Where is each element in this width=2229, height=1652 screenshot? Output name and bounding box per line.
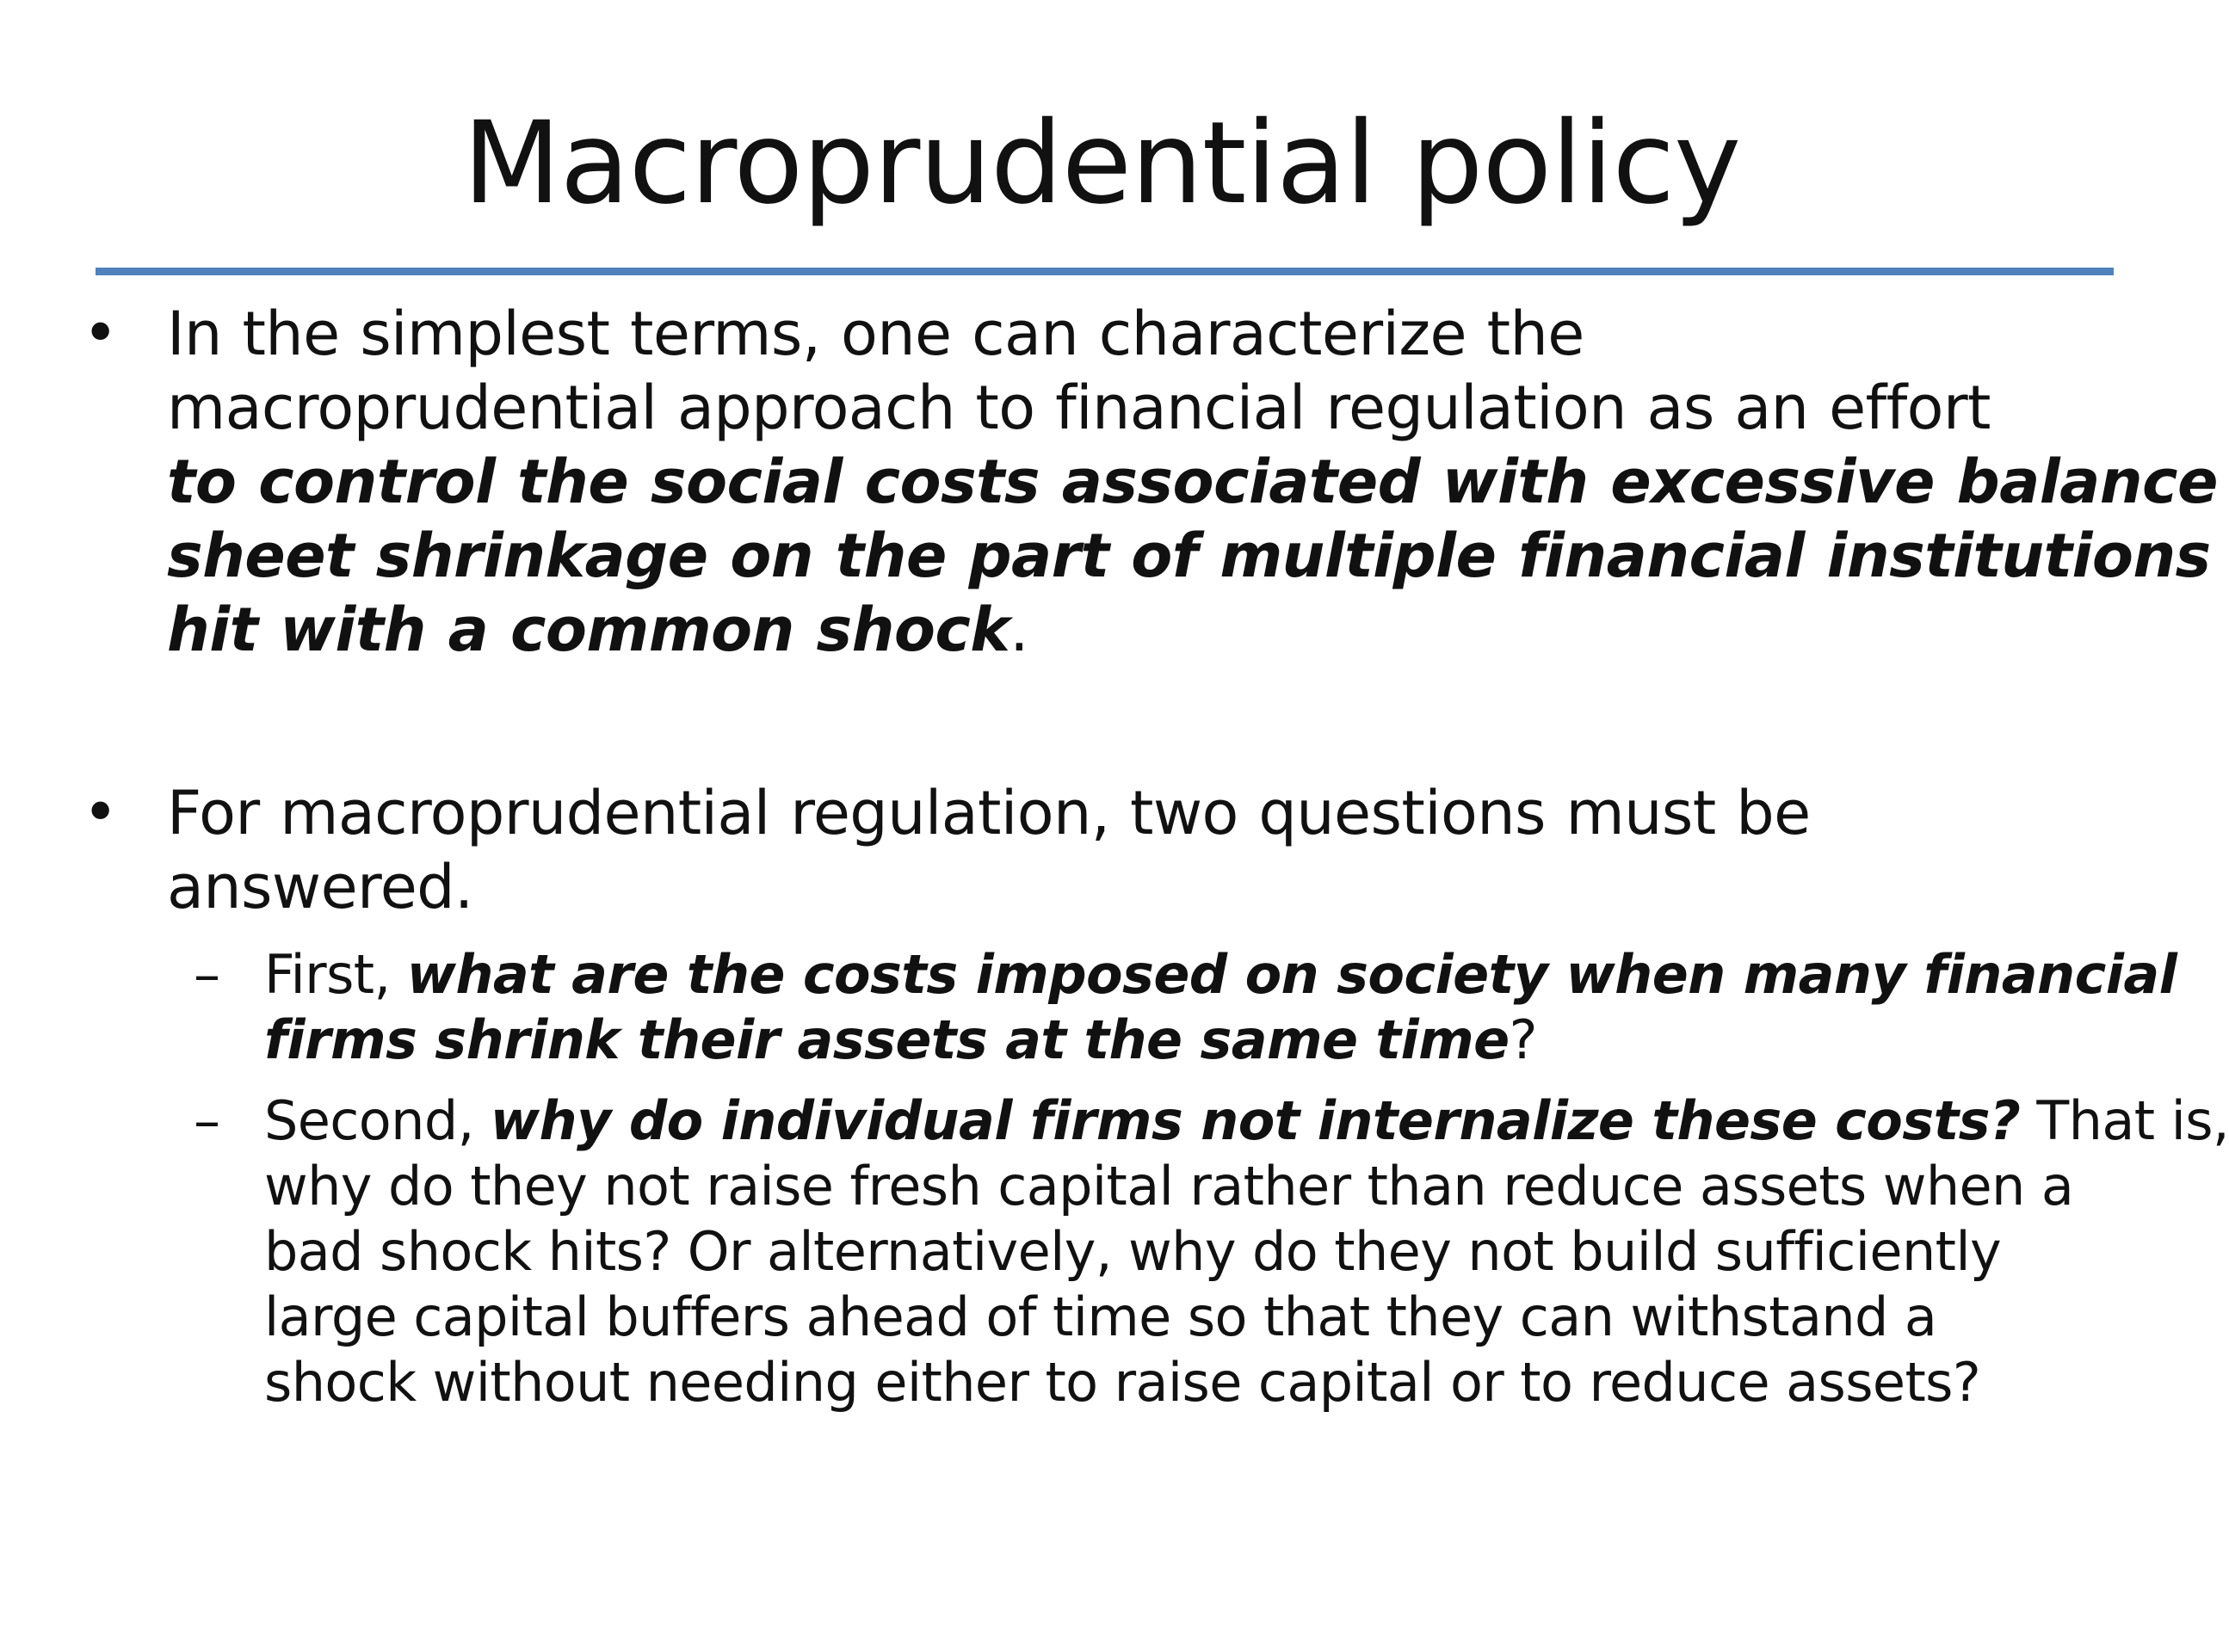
dash-marker: – [194, 943, 220, 1006]
text-line [167, 297, 2146, 371]
sub-item-text [264, 1088, 2229, 1415]
text-line [167, 593, 2146, 667]
title-divider [96, 268, 2114, 275]
emphasis-run: what are the costs imposed on society when many financial [406, 943, 2177, 1006]
text-line [167, 776, 2146, 850]
text-run: answered. [167, 852, 473, 922]
text-run: ? [1509, 1008, 1537, 1071]
text-run: First, [264, 943, 407, 1006]
text-run: That is, [2020, 1089, 2229, 1152]
text-line [167, 850, 2146, 924]
sub-item-text [264, 942, 2183, 1073]
text-run: For macroprudential regulation, two questions must be [167, 778, 1811, 848]
text-run: macroprudential approach to financial regulation as an effort [167, 373, 1991, 443]
emphasis-run: why do individual firms not internalize these costs? [490, 1089, 2021, 1152]
text-run: Second, [264, 1089, 491, 1152]
text-line [167, 519, 2211, 593]
text-line [264, 1285, 2183, 1350]
bullet-text [167, 776, 2146, 924]
text-line [264, 1219, 2183, 1285]
dash-marker: – [194, 1089, 220, 1152]
bullet-marker: • [83, 777, 119, 848]
emphasis-run: firms shrink their assets at the same time [264, 1008, 1510, 1071]
text-run: why do they not raise fresh capital rather than reduce assets when a [264, 1155, 2074, 1217]
text-run: shock without needing either to raise capital or to reduce assets? [264, 1351, 1981, 1414]
text-line [264, 1088, 2229, 1154]
text-run: large capital buffers ahead of time so that they can withstand a [264, 1285, 1937, 1348]
text-line [167, 371, 2146, 445]
bullet-marker: • [83, 298, 119, 368]
bullet-text [167, 297, 2218, 667]
text-run: bad shock hits? Or alternatively, why do they not build sufficiently [264, 1220, 2002, 1283]
text-line [264, 1008, 2183, 1073]
slide-title: Macroprudential policy [462, 97, 1741, 230]
text-run: In the simplest terms, one can characterize the [167, 299, 1584, 369]
emphasis-run: to control the social costs associated with excessive balance [167, 447, 2218, 517]
text-run: . [1010, 595, 1028, 665]
text-line [264, 1350, 2183, 1415]
text-line [264, 1154, 2183, 1219]
text-line [264, 942, 2183, 1008]
emphasis-run: hit with a common shock [167, 595, 1010, 665]
text-line [167, 445, 2218, 519]
emphasis-run: sheet shrinkage on the part of multiple financial institutions [167, 521, 2211, 591]
